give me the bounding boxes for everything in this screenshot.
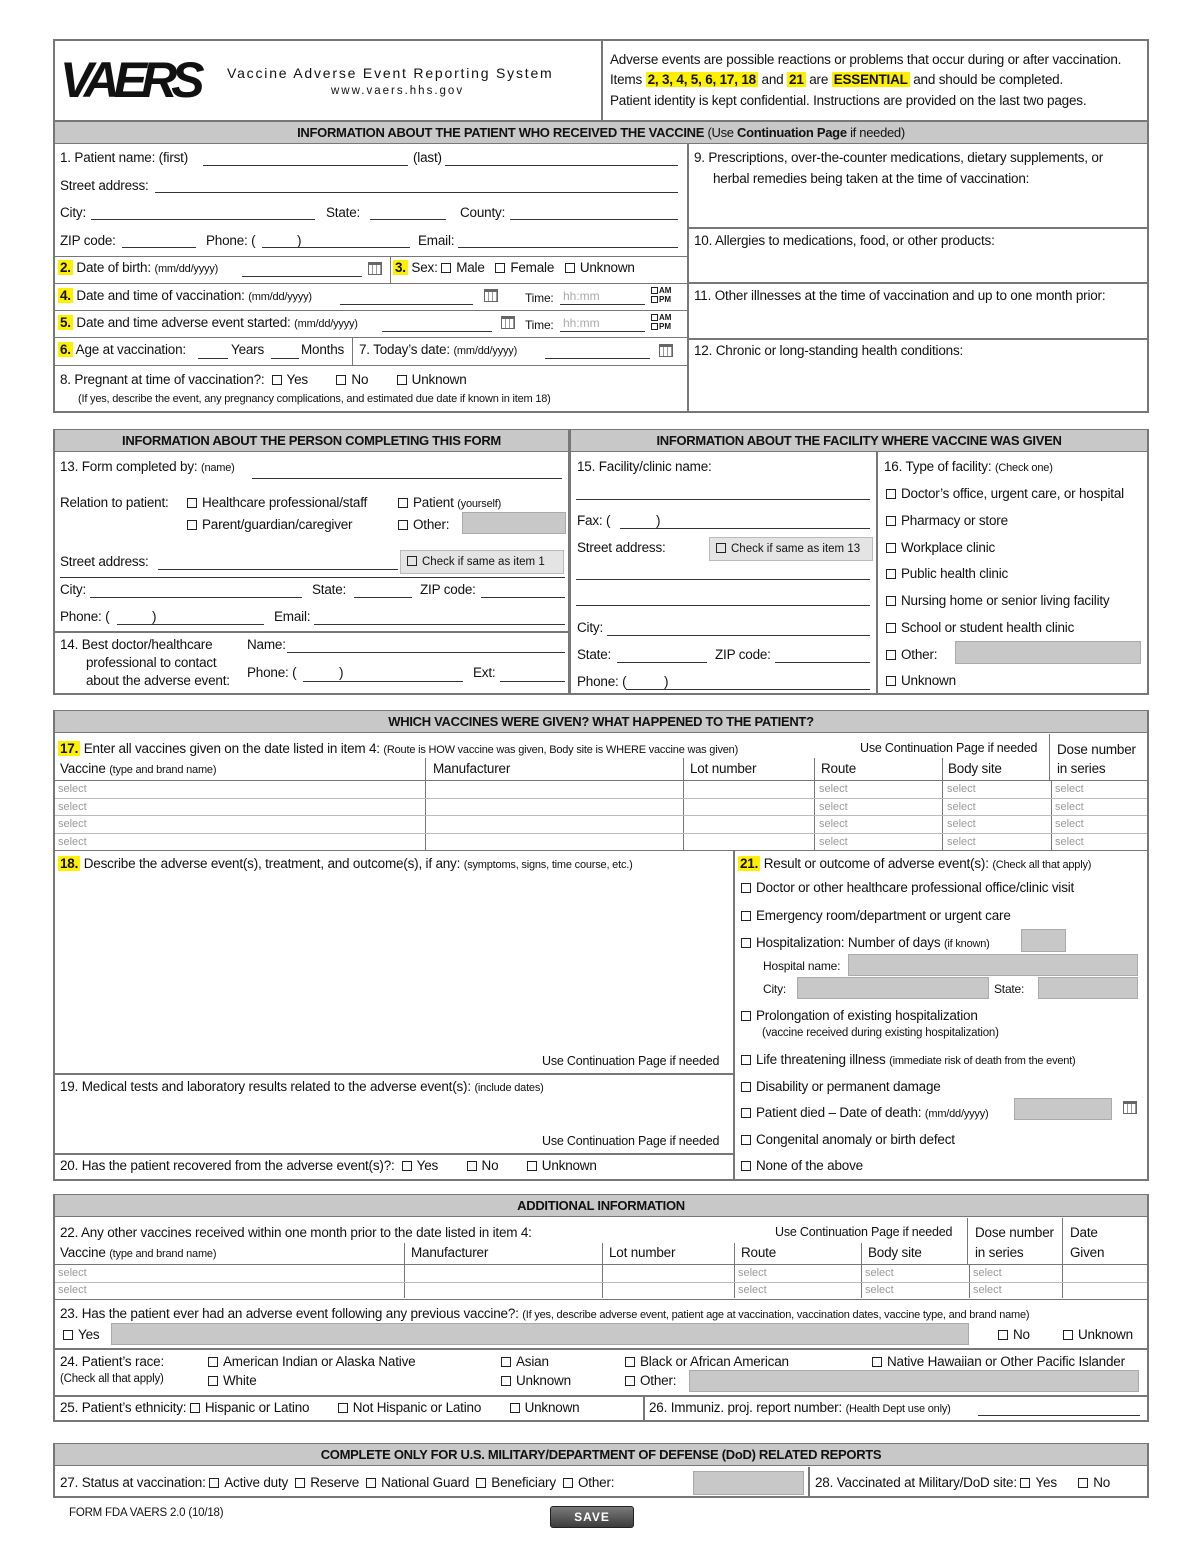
- field-18-label: 18. Describe the adverse event(s), treatment, and outcome(s), if any: (symptoms, signs, time course, etc.): [60, 856, 633, 871]
- facility-workplace-checkbox[interactable]: [886, 543, 896, 553]
- site-select[interactable]: select: [947, 801, 976, 813]
- city-input[interactable]: [91, 219, 315, 220]
- ethnicity-hispanic-checkbox[interactable]: [190, 1403, 200, 1413]
- prev-ae-description-input[interactable]: [111, 1323, 969, 1345]
- pregnant-unknown-checkbox[interactable]: [397, 375, 407, 385]
- facility-fax-input[interactable]: [620, 528, 870, 529]
- doctor-phone-input[interactable]: [303, 681, 463, 682]
- facility-public-health-checkbox[interactable]: [886, 569, 896, 579]
- outcome-hospitalization-checkbox[interactable]: [741, 938, 751, 948]
- route-select[interactable]: select: [738, 1284, 767, 1296]
- race-black-checkbox[interactable]: [625, 1357, 635, 1367]
- status-other-input[interactable]: [693, 1471, 804, 1495]
- race-other-checkbox[interactable]: [625, 1376, 635, 1386]
- field-5-label: 5. Date and time adverse event started: (mm/dd/yyyy): [60, 315, 358, 330]
- email-input[interactable]: [458, 247, 678, 248]
- hospital-city-input[interactable]: [797, 977, 989, 999]
- age-months-input[interactable]: [271, 358, 299, 359]
- route-select[interactable]: select: [819, 836, 848, 848]
- vaccine-select[interactable]: select: [58, 836, 87, 848]
- field-26-label: 26. Immuniz. proj. report number: (Health Dept use only): [649, 1400, 951, 1415]
- relation-parent-checkbox[interactable]: [187, 520, 197, 530]
- completer-state-input[interactable]: [354, 597, 412, 598]
- field-13-label: 13. Form completed by: (name): [60, 459, 235, 474]
- facility-header: INFORMATION ABOUT THE FACILITY WHERE VACCINE WAS GIVEN: [571, 430, 1147, 452]
- facility-other-input[interactable]: [955, 641, 1141, 664]
- completer-phone-input[interactable]: [117, 624, 264, 625]
- route-select[interactable]: select: [738, 1267, 767, 1279]
- dob-input[interactable]: [242, 276, 362, 277]
- field-10-label: 10. Allergies to medications, food, or other products:: [694, 233, 995, 248]
- dod-site-yes-checkbox[interactable]: [1020, 1478, 1030, 1488]
- essential-label: ESSENTIAL: [833, 72, 908, 87]
- field-23-label: 23. Has the patient ever had an adverse event following any previous vaccine?: (If yes, describe adverse event, patient age at vaccination, vaccination dates, vaccine type, and brand name): [60, 1306, 1030, 1321]
- county-input[interactable]: [510, 219, 678, 220]
- field-3-label: 3. Sex: Male Female Unknown: [395, 260, 635, 275]
- dose-select[interactable]: select: [1055, 836, 1084, 848]
- dose-select[interactable]: select: [1055, 801, 1084, 813]
- facility-phone-input[interactable]: [626, 689, 870, 690]
- site-select[interactable]: select: [947, 836, 976, 848]
- check-same-item13[interactable]: Check if same as item 13: [709, 537, 873, 561]
- notice-line-3: Patient identity is kept confidential. Instructions are provided on the last two pages.: [610, 93, 1087, 108]
- race-unknown-checkbox[interactable]: [501, 1376, 511, 1386]
- facility-other-checkbox[interactable]: [886, 650, 896, 660]
- outcome-died-checkbox[interactable]: [741, 1108, 751, 1118]
- dose-select[interactable]: select: [973, 1267, 1002, 1279]
- essential-items: 2, 3, 4, 5, 6, 17, 18: [647, 72, 756, 87]
- hospital-days-input[interactable]: [1021, 929, 1066, 952]
- vaccines-header: WHICH VACCINES WERE GIVEN? WHAT HAPPENED TO THE PATIENT?: [55, 711, 1147, 733]
- last-name-input[interactable]: [445, 165, 678, 166]
- facility-name-input[interactable]: [576, 499, 870, 500]
- completer-email-input[interactable]: [314, 624, 565, 625]
- immuniz-report-input[interactable]: [978, 1415, 1140, 1416]
- race-asian-checkbox[interactable]: [501, 1357, 511, 1367]
- field-22-label: 22. Any other vaccines received within one month prior to the date listed in item 4:: [60, 1225, 532, 1240]
- death-date-input[interactable]: [1014, 1098, 1112, 1120]
- doctor-name-input[interactable]: [287, 652, 565, 653]
- facility-nursing-checkbox[interactable]: [886, 596, 896, 606]
- field-6-label: 6. Age at vaccination:: [60, 342, 186, 357]
- outcome-doctor-checkbox[interactable]: [741, 883, 751, 893]
- facility-pharmacy-checkbox[interactable]: [886, 516, 896, 526]
- recovered-yes-checkbox[interactable]: [402, 1161, 412, 1171]
- site-select[interactable]: select: [865, 1284, 894, 1296]
- vaccine-select[interactable]: select: [58, 801, 87, 813]
- race-white-checkbox[interactable]: [208, 1376, 218, 1386]
- ae-time-input[interactable]: hh:mm: [563, 316, 600, 330]
- sex-male-checkbox[interactable]: [441, 263, 451, 273]
- relation-other-checkbox[interactable]: [398, 520, 408, 530]
- hospital-state-input[interactable]: [1038, 977, 1138, 999]
- pregnant-note: (If yes, describe the event, any pregnancy complications, and estimated due date if known in item 18): [78, 393, 551, 405]
- relation-hcp-checkbox[interactable]: [187, 498, 197, 508]
- relation-patient-checkbox[interactable]: [398, 498, 408, 508]
- completer-name-input[interactable]: [252, 478, 562, 479]
- outcome-disability-checkbox[interactable]: [741, 1082, 751, 1092]
- ae-date-input[interactable]: [382, 331, 492, 332]
- vaccine-select[interactable]: select: [58, 1267, 87, 1279]
- calendar-icon[interactable]: [368, 262, 382, 275]
- sex-unknown-checkbox[interactable]: [565, 263, 575, 273]
- race-other-input[interactable]: [689, 1370, 1139, 1392]
- tests-textarea[interactable]: [56, 1098, 732, 1132]
- facility-unknown-checkbox[interactable]: [886, 676, 896, 686]
- relation-other-input[interactable]: [462, 512, 566, 534]
- hospital-name-input[interactable]: [848, 954, 1138, 976]
- ethnicity-unknown-checkbox[interactable]: [510, 1403, 520, 1413]
- check-same-item1[interactable]: Check if same as item 1: [400, 550, 564, 574]
- system-url: www.vaers.hhs.gov: [331, 85, 465, 97]
- status-reserve-checkbox[interactable]: [295, 1478, 305, 1488]
- field-11-label: 11. Other illnesses at the time of vaccination and up to one month prior:: [694, 288, 1106, 303]
- field-2-label: 2. Date of birth: (mm/dd/yyyy): [60, 260, 219, 275]
- first-name-input[interactable]: [203, 165, 408, 166]
- field-9-label: 9. Prescriptions, over-the-counter medications, dietary supplements, or: [694, 150, 1104, 165]
- completer-header: INFORMATION ABOUT THE PERSON COMPLETING THIS FORM: [55, 430, 568, 452]
- dose-select[interactable]: select: [1055, 818, 1084, 830]
- zip-input[interactable]: [122, 247, 196, 248]
- phone-input[interactable]: [262, 247, 410, 248]
- completer-street-input[interactable]: [158, 569, 398, 570]
- field-19-label: 19. Medical tests and laboratory results related to the adverse event(s): (include dates): [60, 1079, 544, 1094]
- site-select[interactable]: select: [865, 1267, 894, 1279]
- calendar-icon[interactable]: [484, 289, 498, 302]
- save-button[interactable]: SAVE: [550, 1506, 634, 1528]
- route-select[interactable]: select: [819, 783, 848, 795]
- facility-school-checkbox[interactable]: [886, 623, 896, 633]
- age-years-input[interactable]: [198, 358, 228, 359]
- ethnicity-not-hispanic-checkbox[interactable]: [338, 1403, 348, 1413]
- dose-select[interactable]: select: [973, 1284, 1002, 1296]
- route-select[interactable]: select: [819, 818, 848, 830]
- status-active-checkbox[interactable]: [209, 1478, 219, 1488]
- field-8-label: 8. Pregnant at time of vaccination?: Yes No Unknown: [60, 372, 467, 387]
- field-7-label: 7. Today’s date: (mm/dd/yyyy): [359, 342, 518, 357]
- doctor-ext-input[interactable]: [500, 681, 565, 682]
- field-27-label: 27. Status at vaccination: Active duty Reserve National Guard Beneficiary Other:: [60, 1475, 615, 1490]
- outcome-none-checkbox[interactable]: [741, 1161, 751, 1171]
- today-date-input[interactable]: [545, 358, 650, 359]
- vaccine-select[interactable]: select: [58, 818, 87, 830]
- patient-section-header: INFORMATION ABOUT THE PATIENT WHO RECEIVED THE VACCINE (Use Continuation Page if needed): [55, 122, 1147, 144]
- vaccine-select[interactable]: select: [58, 783, 87, 795]
- field-1-label: 1. Patient name: (first): [60, 150, 189, 165]
- field-17-label: 17. Enter all vaccines given on the date listed in item 4: (Route is HOW vaccine was given, Body site is WHERE vaccine was given): [60, 741, 739, 756]
- outcome-congenital-checkbox[interactable]: [741, 1135, 751, 1145]
- vaccine-select[interactable]: select: [58, 1284, 87, 1296]
- field-21-label: 21. Result or outcome of adverse event(s): (Check all that apply): [740, 856, 1092, 871]
- street-input[interactable]: [155, 192, 678, 193]
- notice-line-1: Adverse events are possible reactions or problems that occur during or after vaccination.: [610, 52, 1122, 67]
- facility-doctor-checkbox[interactable]: [886, 489, 896, 499]
- race-aian-checkbox[interactable]: [208, 1357, 218, 1367]
- completer-city-input[interactable]: [90, 597, 302, 598]
- field-12-label: 12. Chronic or long-standing health conditions:: [694, 343, 964, 358]
- facility-zip-input[interactable]: [775, 662, 870, 663]
- dod-site-no-checkbox[interactable]: [1078, 1478, 1088, 1488]
- outcome-er-checkbox[interactable]: [741, 911, 751, 921]
- military-header: COMPLETE ONLY FOR U.S. MILITARY/DEPARTMENT OF DEFENSE (DoD) RELATED REPORTS: [55, 1444, 1147, 1466]
- vax-time-input[interactable]: hh:mm: [563, 289, 600, 303]
- facility-city-input[interactable]: [607, 635, 870, 636]
- form-id: FORM FDA VAERS 2.0 (10/18): [69, 1507, 224, 1519]
- outcome-life-threatening-checkbox[interactable]: [741, 1055, 751, 1065]
- dose-select[interactable]: select: [1055, 783, 1084, 795]
- system-name: Vaccine Adverse Event Reporting System: [227, 65, 554, 81]
- calendar-icon[interactable]: [501, 316, 515, 329]
- notice-line-2: Items 2, 3, 4, 5, 6, 17, 18 and 21 are ESSENTIAL and should be completed.: [610, 72, 1064, 87]
- field-4-label: 4. Date and time of vaccination: (mm/dd/yyyy): [60, 288, 312, 303]
- status-beneficiary-checkbox[interactable]: [476, 1478, 486, 1488]
- field-28-label: 28. Vaccinated at Military/DoD site: Yes No: [815, 1475, 1111, 1490]
- race-nhpi-checkbox[interactable]: [872, 1357, 882, 1367]
- field-15-label: 15. Facility/clinic name:: [577, 459, 712, 474]
- field-14-label: 14. Best doctor/healthcare: [60, 637, 213, 652]
- status-other-checkbox[interactable]: [563, 1478, 573, 1488]
- route-select[interactable]: select: [819, 801, 848, 813]
- prev-ae-no-checkbox[interactable]: [998, 1330, 1008, 1340]
- sex-female-checkbox[interactable]: [495, 263, 505, 273]
- facility-state-input[interactable]: [617, 662, 707, 663]
- calendar-icon[interactable]: [1123, 1101, 1137, 1114]
- outcome-prolongation-checkbox[interactable]: [741, 1011, 751, 1021]
- site-select[interactable]: select: [947, 818, 976, 830]
- calendar-icon[interactable]: [659, 344, 673, 357]
- prev-ae-yes-checkbox[interactable]: [63, 1330, 73, 1340]
- facility-street-input[interactable]: [576, 579, 870, 580]
- field-20-label: 20. Has the patient recovered from the adverse event(s)?: Yes No Unknown: [60, 1158, 597, 1173]
- field-24-label: 24. Patient’s race:: [60, 1354, 165, 1369]
- additional-header: ADDITIONAL INFORMATION: [55, 1195, 1147, 1217]
- pregnant-no-checkbox[interactable]: [336, 375, 346, 385]
- prev-ae-unknown-checkbox[interactable]: [1063, 1330, 1073, 1340]
- field-25-label: 25. Patient’s ethnicity: Hispanic or Latino Not Hispanic or Latino Unknown: [60, 1400, 580, 1415]
- state-input[interactable]: [370, 219, 446, 220]
- recovered-unknown-checkbox[interactable]: [527, 1161, 537, 1171]
- adverse-event-textarea[interactable]: [56, 876, 732, 1052]
- site-select[interactable]: select: [947, 783, 976, 795]
- field-16-label: 16. Type of facility: (Check one): [884, 459, 1053, 474]
- rx-textarea[interactable]: [689, 192, 1147, 226]
- status-guard-checkbox[interactable]: [366, 1478, 376, 1488]
- pregnant-yes-checkbox[interactable]: [272, 375, 282, 385]
- recovered-no-checkbox[interactable]: [467, 1161, 477, 1171]
- vaers-logo: VAERS: [60, 52, 199, 108]
- completer-zip-input[interactable]: [481, 597, 565, 598]
- vax-date-input[interactable]: [340, 304, 473, 305]
